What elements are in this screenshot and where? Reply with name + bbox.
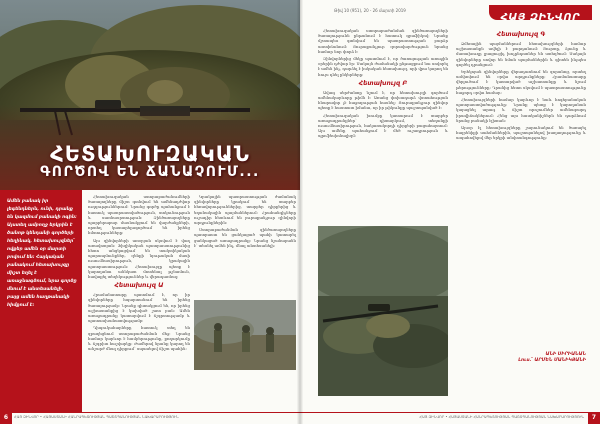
body-paragraph: Կրակային պատրաստության ժամանակ զինվորները կրակում են տարբեր հեռավորություններից, տարբեր դիրքերից և եղանակային պայմաններում։ Հրահանգիչները ուշադիր հետևում են յուրաքանչյուր զինվորի արդյունքներին։ xyxy=(194,194,296,226)
left-body-column-b xyxy=(194,194,296,250)
lead-text: Ամեն բանակ իր լեգենդներն, ունի, դրանք են կազմում բանակի ոգին։ Այստեղ ամբողջ երկրին է ծանոթ կենդանի գործերի հեղինակ, հետախույզներ՝ ովքեր ամեն օր մարտի բովում են։ Հայկական բանակում հետախույզը միշտ եղել է առաջնագծում, նրա գործը մնում է անտեսանելի, բայց ամեն հաղթանակի հիմքում է։ xyxy=(7,199,77,308)
photo-credit: Լուս.՝ ԱՐՄԵՆ ՄԱՆԻԿՅԱՆԻ xyxy=(518,358,586,363)
article-headline xyxy=(0,142,300,180)
body-paragraph: Ստորաբաժանման զինծառայողները պատրաստ են ցանկացած պահի կատարել ցանկացած առաջադրանք։ Նրանց նշանաբանն է՝ տեսնել ամեն ինչ, մնալ անտեսանելի։ xyxy=(194,227,296,248)
soldiers-photo xyxy=(194,300,296,370)
right-page-footer xyxy=(300,412,600,424)
lead-column xyxy=(0,190,82,412)
section-heading: Հետախույզ Բ xyxy=(358,79,408,87)
body-paragraph: Ձմեռային պայմաններում հետախույզների համար աշխատանքն ավելի է բարդանում։ Ցուրտը, ձյունը և մառախուղը լրացուցիչ խոչընդոտներ են ստեղծում։ Սակայն զինվորները սովոր են նման պայմաններին և գիտեն ինչպես գործել դրանցում։ xyxy=(456,41,586,67)
body-paragraph: Երեկոյան զինվորները վերադառնում են զորանոց, որտեղ ամփոփում են օրվա արդյունքները։ Հրամանատարը վերլուծում է կատարված աշխատանքը և նշում թերությունները։ Դրանից հետո սկսվում է պատրաստությունը հաջորդ օրվա համար։ xyxy=(456,69,586,95)
body-paragraph: Հրամանատարը պատմում է, որ իր զինվորները հպարտանում են իրենց ծառայությամբ։ Նրանք գիտակցում են, որ իրենց աշխատանքից է կախված շատ բան։ Ամեն առաջադրանք կատարվում է ճշգրտությամբ և պատասխանատվությամբ։ xyxy=(88,292,190,324)
body-paragraph: Հետախուզական ստորաբաժանումների ծառայողները միշտ գտնվում են ամենադժվար ուղղություններում։ Նրանց գործը պահանջում է հատուկ պատրաստվածություն, տոկունություն և սառնասրտություն։ Զինծառայողները պարբերաբար մասնակցում են վարժանքների, որտեղ կատարելագործում են իրենց հմտությունները։ xyxy=(88,194,190,236)
body-paragraph: Ավագ սերժանտը նշում է, որ հետախույզի գործում ամենակարևորը թիմն է։ Առանց փոխադարձ վստահության հնարավոր չէ հաջողության հասնել։ Յուրաքանչյուր զինվոր պետք է հաստատ իմանա, որ իր թիկունքը պաշտպանված է։ xyxy=(318,89,448,111)
body-paragraph: Զինվորներից մեկը պատմում է, որ ծառայության առաջին օրերին դժվար էր։ Սակայն ժամանակի ընթացքում նա սովորել է ամեն ինչ, դարձել է իսկական հետախույզ, որի վրա կարող են հույս դնել ընկերները։ xyxy=(318,56,448,77)
right-page xyxy=(300,0,600,424)
right-body-column-a xyxy=(318,28,448,141)
rifle-photo xyxy=(318,226,448,396)
issue-date: Թիվ 10 (951), 20 - 26 մարտի 2019 xyxy=(334,8,406,13)
footer-text: ՀԱՅ ԶԻՆՎՈՐ • ՀԱՅԱՍՏԱՆԻ ՀԱՆՐԱՊԵՏՈՒԹՅԱՆ ՊԱՇՏՊԱՆՈՒԹՅԱՆ ՆԱԽԱՐԱՐՈՒԹՅՈՒՆ xyxy=(14,415,179,419)
left-page-footer xyxy=(0,412,300,424)
body-paragraph: Հետախույզների համար կարևոր է նաև հոգեբանական պատրաստվածությունը։ Նրանք պետք է կարողանան կայացնել արագ և ճիշտ որոշումներ ամենաբարդ իրավիճակներում։ Հենց այս հատկանիշներն են դարձնում նրանց բանակի էլիտան։ xyxy=(456,97,586,123)
headline-line-2: ԳՈՐԾՈՎ ԵՆ ՃԱՆԱՉՈՒՄ... xyxy=(40,164,260,180)
body-paragraph: Հետախուզական խումբը կատարում է տարբեր առաջադրանքներ՝ դիտարկում, տեղանքի ուսումնասիրություն, հակառակորդի դիրքերի բացահայտում։ Այս ամենը պահանջում է մեծ ուշադրություն և պրոֆեսիոնալիզմ։ xyxy=(318,112,448,139)
logo-text: ՀԱՅ ԶԻՆՎՈՐ xyxy=(500,12,580,23)
magazine-logo xyxy=(489,5,592,23)
headline-line-1: ՀԵՏԱԽՈՒԶԱԿԱՆ xyxy=(50,142,250,166)
body-paragraph: Այս զինվորների առօրյան սկսվում է վաղ առավոտյան։ Ֆիզիկական պատրաստությունից հետո անցկացվում են տակտիկական պարապմունքներ, զենքի նյութական մասի ուսումնասիրություն, կրակային պատրաստություն։ Հետախույզը պետք է կարողանա աննկատ մոտենալ թշնամուն, հավաքել տեղեկություններ և վերադառնալ։ xyxy=(88,237,190,280)
page-number: 7 xyxy=(588,412,600,424)
section-heading: Հետախույզ Գ xyxy=(496,31,546,38)
left-body-column-a xyxy=(88,194,190,353)
section-heading: Հետախույզ Ա xyxy=(114,282,164,290)
right-body-column-b xyxy=(456,28,586,143)
body-paragraph: Այսօր էլ հետախույզները շարունակում են ծառայել հայրենիքի սահմաններին, պաշտպանելով խաղաղությունը և ապահովելով մեր երկրի անվտանգությունը։ xyxy=(456,125,586,141)
body-paragraph: Հետախուզական ստորաբաժանման զինծառայողների ծառայությունն ընթանում է հատուկ գրաֆիկով։ Նրանք մշտապես գտնվում են պատրաստության բարձր աստիճանում։ Յուրաքանչյուր զորավարժություն նրանց համար նոր փորձ է։ xyxy=(318,28,448,54)
page-number: 6 xyxy=(0,412,12,424)
page-header xyxy=(300,0,600,26)
author-name: ԱՆԻ ՍԻՐԻԱՆԱՆ xyxy=(545,352,586,357)
footer-text: ՀԱՅ ԶԻՆՎՈՐ • ՀԱՅԱՍՏԱՆԻ ՀԱՆՐԱՊԵՏՈՒԹՅԱՆ ՊԱՇՏՊԱՆՈՒԹՅԱՆ ՆԱԽԱՐԱՐՈՒԹՅՈՒՆ xyxy=(419,415,584,419)
article-byline xyxy=(456,352,586,364)
page-gutter xyxy=(297,0,303,424)
body-paragraph: Դիպուկահարները հատուկ տեղ են զբաղեցնում ստորաբաժանման մեջ։ Նրանց համար կարևոր է համբերությունը, քողարկումը և ճշգրիտ հաշվարկը։ Ժամերով նրանք կարող են անշարժ մնալ դիրքում՝ սպասելով ճիշտ պահին։ xyxy=(88,325,190,352)
